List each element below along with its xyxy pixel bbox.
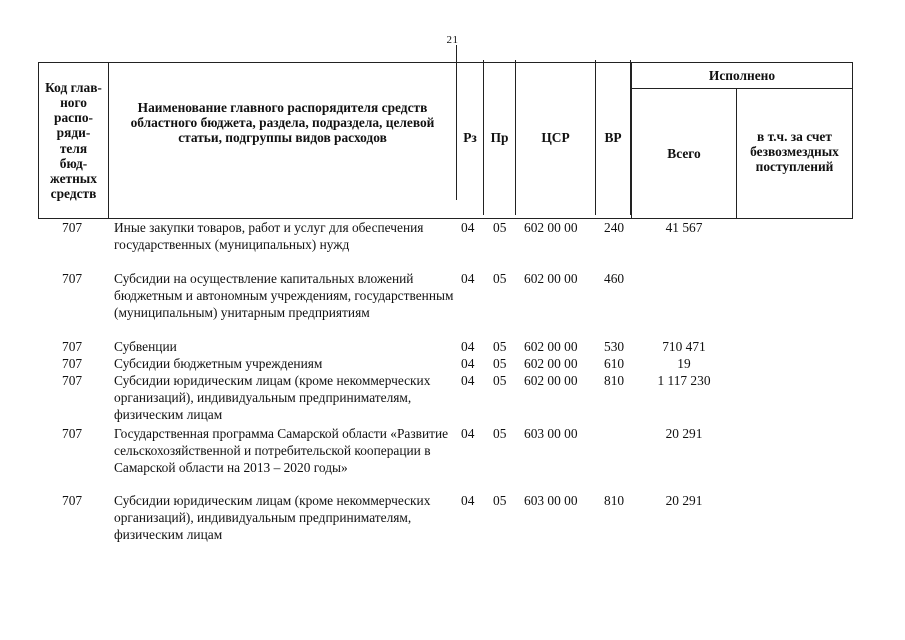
- header-code: Код глав-ного распо-ряди-теля бюд-жетных средств: [39, 63, 109, 218]
- row-pr: 05: [493, 356, 507, 371]
- row-name: Субсидии юридическим лицам (кроме некоммерческих организаций), индивидуальным предпринимателям, физическим лицам: [114, 373, 431, 422]
- row-total: 20 291: [665, 426, 703, 441]
- row-total: 710 471: [662, 339, 706, 354]
- row-csr: 602 00 00: [524, 271, 578, 286]
- row-vr: 240: [604, 220, 625, 235]
- row-vr: 460: [604, 271, 625, 286]
- page-number: 21: [446, 34, 459, 46]
- header-csr: ЦСР: [516, 60, 596, 215]
- row-rz: 04: [461, 339, 475, 354]
- header-pr: Пр: [484, 60, 516, 215]
- header-total: Всего: [631, 89, 737, 218]
- row-vr: 530: [604, 339, 625, 354]
- row-total: 41 567: [665, 220, 703, 235]
- row-rz: 04: [461, 493, 475, 508]
- row-pr: 05: [493, 493, 507, 508]
- row-total: 1 117 230: [657, 373, 711, 388]
- row-code: 707: [62, 426, 83, 441]
- row-rz: 04: [461, 220, 475, 235]
- row-total: 20 291: [665, 493, 703, 508]
- row-csr: 602 00 00: [524, 339, 578, 354]
- row-name: Субвенции: [114, 339, 177, 354]
- row-code: 707: [62, 373, 83, 388]
- row-name: Субсидии на осуществление капитальных вложений бюджетным и автономным учреждениям, государственным (муниципальным) унитарным предприятиям: [114, 271, 454, 320]
- row-pr: 05: [493, 220, 507, 235]
- row-total: 19: [677, 356, 691, 371]
- header-executed: Исполнено: [631, 63, 852, 89]
- row-pr: 05: [493, 339, 507, 354]
- row-csr: 603 00 00: [524, 426, 578, 441]
- row-rz: 04: [461, 426, 475, 441]
- row-name: Субсидии бюджетным учреждениям: [114, 356, 323, 371]
- row-rz: 04: [461, 271, 475, 286]
- header-vr: ВР: [596, 60, 631, 215]
- row-vr: 810: [604, 493, 625, 508]
- row-vr: 610: [604, 356, 625, 371]
- row-code: 707: [62, 339, 83, 354]
- row-code: 707: [62, 220, 83, 235]
- row-vr: 810: [604, 373, 625, 388]
- header-gratuitous: в т.ч. за счет безвозмездных поступлений: [750, 128, 839, 175]
- header-name: Наименование главного распорядителя средств областного бюджета, раздела, подраздела, целевой статьи, подгруппы видов расходов: [109, 45, 457, 200]
- row-rz: 04: [461, 356, 475, 371]
- row-rz: 04: [461, 373, 475, 388]
- table-header: [38, 62, 853, 219]
- row-code: 707: [62, 356, 83, 371]
- row-pr: 05: [493, 271, 507, 286]
- row-code: 707: [62, 493, 83, 508]
- row-csr: 602 00 00: [524, 356, 578, 371]
- row-name: Субсидии юридическим лицам (кроме некоммерческих организаций), индивидуальным предпринимателям, физическим лицам: [114, 493, 431, 542]
- row-csr: 603 00 00: [524, 493, 578, 508]
- row-pr: 05: [493, 426, 507, 441]
- header-rz: Рз: [457, 60, 484, 215]
- row-csr: 602 00 00: [524, 373, 578, 388]
- row-name: Иные закупки товаров, работ и услуг для обеспечения государственных (муниципальных) нужд: [114, 220, 424, 252]
- row-csr: 602 00 00: [524, 220, 578, 235]
- row-pr: 05: [493, 373, 507, 388]
- row-code: 707: [62, 271, 83, 286]
- row-name: Государственная программа Самарской области «Развитие сельскохозяйственной и потребительской кооперации в Самарской области на 2013 – 2020 годы»: [114, 426, 449, 475]
